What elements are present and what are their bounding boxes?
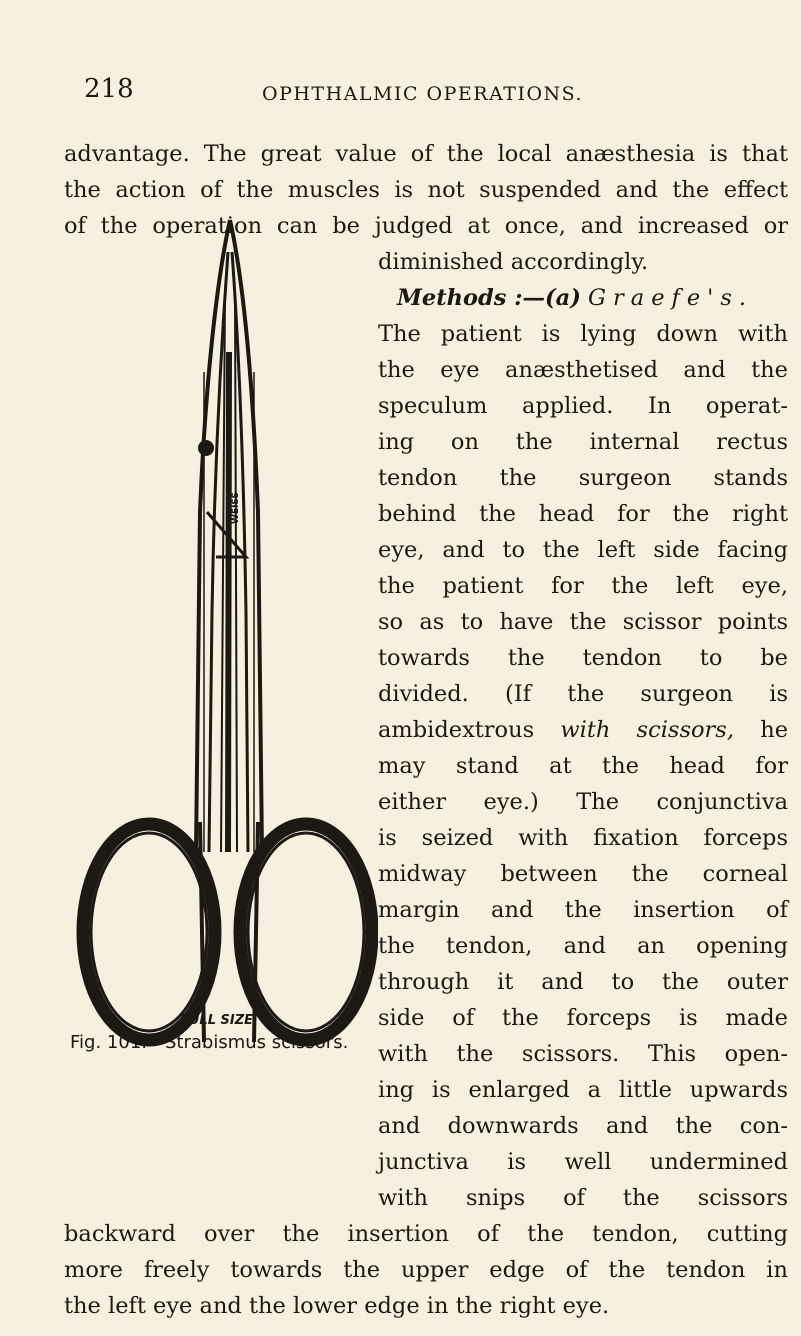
text-line: is seized with fixation forceps [378,825,788,851]
text-line: diminished accordingly. [378,249,649,275]
text-line: with snips of the scissors [378,1185,788,1211]
text-line: divided. (If the surgeon is [378,681,788,707]
text-line: may stand at the head for [378,753,788,779]
text-line: side of the forceps is made [378,1005,788,1031]
method-name: Graefe's. [588,285,754,311]
text-line: The patient is lying down with [378,321,788,347]
text-run: he [760,717,789,743]
text-line: towards the tendon to be [378,645,788,671]
figure-caption: Fig. 101.—Strabismus scissors. [70,1032,349,1053]
text-line: through it and to the outer [378,969,788,995]
text-line: the tendon, and an opening [378,933,788,959]
methods-label: Methods :—(a) [397,285,581,311]
strabismus-scissors-illustration [76,212,378,1062]
text-line: of the operation can be judged at once, and increased or [64,213,788,239]
text-line: midway between the corneal [378,861,788,887]
text-line: so as to have the scissor points [378,609,788,635]
text-line: the action of the muscles is not suspended and the effect [64,177,788,203]
scissors-finger-rings [83,822,372,1042]
page-number: 218 [84,74,134,104]
text-line: and downwards and the con- [378,1113,788,1139]
maker-stamp: WEISS [231,492,241,524]
text-line: speculum applied. In operat- [378,393,788,419]
text-line: eye, and to the left side facing [378,537,788,563]
text-line: the left eye and the lower edge in the right eye. [64,1293,610,1319]
italic-phrase: with scissors, [560,717,734,743]
text-line: ing on the internal rectus [378,429,788,455]
text-line: backward over the insertion of the tendon, cutting [64,1221,788,1247]
text-line: more freely towards the upper edge of the tendon in [64,1257,788,1283]
running-head: OPHTHALMIC OPERATIONS. [262,83,584,105]
scissors-screw [198,440,214,456]
text-line: the eye anæsthetised and the [378,357,788,383]
text-line: junctiva is well undermined [378,1149,788,1175]
text-line: the patient for the left eye, [378,573,788,599]
text-line: either eye.) The conjunctiva [378,789,788,815]
scissors-blades [196,220,262,852]
full-size-label: FULL SIZE [180,1013,254,1028]
text-line [378,712,788,748]
text-line: margin and the insertion of [378,897,788,923]
methods-heading [397,280,788,316]
text-line: tendon the surgeon stands [378,465,788,491]
text-run: ambidextrous [378,717,535,743]
text-line: with the scissors. This open- [378,1041,788,1067]
text-line: advantage. The great value of the local anæsthesia is that [64,141,788,167]
text-line: ing is enlarged a little upwards [378,1077,788,1103]
text-line: behind the head for the right [378,501,788,527]
